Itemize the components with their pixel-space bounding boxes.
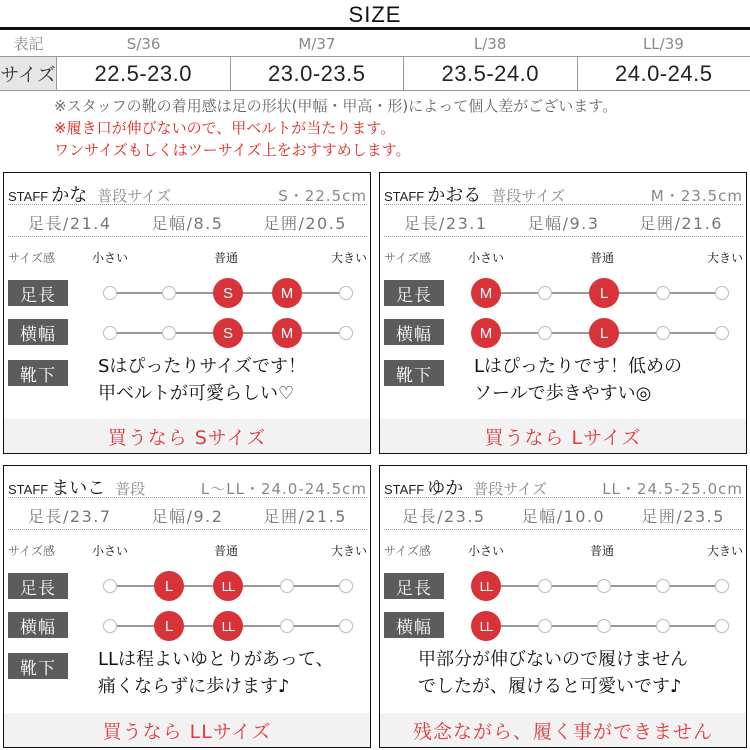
scale-small: 小さい — [92, 251, 129, 265]
length-fit-scale — [479, 571, 722, 601]
scale-point — [280, 619, 294, 633]
size-marker: LL — [213, 571, 243, 601]
usual-size — [115, 478, 367, 499]
fit-scale-header — [384, 249, 743, 267]
width-fit-scale — [479, 318, 722, 348]
width-fit-scale — [110, 611, 346, 641]
purchase-verdict: 残念ながら、履く事ができません — [380, 713, 746, 747]
size-marker: LL — [213, 611, 243, 641]
staff-header — [384, 474, 743, 498]
scale-point — [538, 326, 552, 340]
scale-point — [538, 619, 552, 633]
size-s-value: 22.5-23.0 — [57, 57, 231, 90]
scale-point — [103, 619, 117, 633]
comment-line-2: 甲ベルトが可愛らしい♡ — [98, 383, 295, 404]
comment-line-2: でしたが、履けると可愛いです♪ — [418, 676, 682, 697]
comment-line-1: 甲部分が伸びないので履けません — [418, 649, 688, 670]
staff-header — [8, 474, 367, 498]
foot-measurements — [8, 502, 367, 530]
size-marker: S — [213, 278, 243, 308]
size-marker: L — [589, 278, 619, 308]
scale-point — [339, 326, 353, 340]
scale-point — [339, 619, 353, 633]
scale-small: 小さい — [468, 251, 505, 265]
scale-point — [103, 286, 117, 300]
scale-point — [597, 579, 611, 593]
size-marker: L — [154, 611, 184, 641]
purchase-verdict: 買うなら Lサイズ — [380, 419, 746, 453]
staff-comment — [98, 646, 364, 700]
note-warning-2: ワンサイズもしくはツーサイズ上をおすすめします。 — [54, 141, 411, 159]
scale-point — [656, 286, 670, 300]
staff-label: STAFF — [8, 482, 49, 497]
staff-name: かおる — [427, 185, 482, 206]
foot-width: 足幅/9.2 — [151, 507, 224, 526]
scale-point — [280, 579, 294, 593]
fit-label: サイズ感 — [8, 544, 56, 558]
scale-point — [715, 286, 729, 300]
fit-scale-header — [8, 542, 367, 560]
scale-point — [538, 579, 552, 593]
tag-length: 足長 — [384, 573, 444, 599]
scale-point — [656, 326, 670, 340]
staff-comment — [418, 646, 740, 700]
scale-point — [656, 619, 670, 633]
scale-point — [162, 326, 176, 340]
scale-normal: 普通 — [214, 251, 239, 265]
size-marker: LL — [471, 611, 501, 641]
size-marker: L — [154, 571, 184, 601]
scale-point — [715, 326, 729, 340]
notes — [54, 95, 617, 161]
usual-size-value: M・23.5cm — [650, 187, 743, 205]
scale-big: 大きい — [330, 544, 367, 558]
header-ll: LL/39 — [642, 34, 684, 53]
size-marker: S — [213, 318, 243, 348]
foot-length: 足長/23.1 — [404, 214, 488, 233]
staff-label: STAFF — [384, 482, 425, 497]
scale-small: 小さい — [468, 544, 505, 558]
comment-line-2: 痛くならずに歩けます♪ — [98, 676, 290, 697]
usual-size-value: S・22.5cm — [278, 187, 367, 205]
scale-point — [162, 286, 176, 300]
staff-label: STAFF — [384, 189, 425, 204]
size-table-size-row — [0, 56, 750, 91]
scale-big: 大きい — [330, 251, 367, 265]
comment-line-1: LLは程よいゆとりがあって、 — [98, 649, 334, 670]
scale-point — [103, 579, 117, 593]
scale-point — [715, 579, 729, 593]
usual-size-label: 普段サイズ — [491, 187, 566, 205]
fit-label: サイズ感 — [384, 544, 432, 558]
size-table-header-row — [0, 31, 750, 56]
size-m-value: 23.0-23.5 — [231, 57, 405, 90]
scale-point — [538, 286, 552, 300]
scale-normal: 普通 — [214, 544, 239, 558]
foot-girth: 足囲/20.5 — [263, 214, 347, 233]
scale-point — [103, 326, 117, 340]
fit-scale-header — [384, 542, 743, 560]
usual-size-value: L〜LL・24.0-24.5cm — [200, 480, 367, 498]
tag-sock: 靴下 — [8, 653, 68, 679]
scale-point — [715, 619, 729, 633]
usual-size-label: 普段サイズ — [97, 187, 172, 205]
comment-line-1: Sはぴったりサイズです！ — [98, 356, 306, 377]
staff-panel-kana — [3, 172, 371, 454]
foot-measurements — [384, 209, 743, 237]
tag-sock: 靴下 — [384, 360, 444, 386]
fit-label: サイズ感 — [8, 251, 56, 265]
size-ll-value: 24.0-24.5 — [615, 60, 713, 86]
foot-length: 足長/23.7 — [28, 507, 112, 526]
foot-measurements — [384, 502, 743, 530]
foot-width: 足幅/10.0 — [521, 507, 606, 526]
tag-width: 横幅 — [384, 319, 444, 345]
row-label-size: サイズ — [0, 57, 57, 90]
staff-comment — [98, 353, 364, 407]
tag-length: 足長 — [8, 573, 68, 599]
size-marker: M — [272, 278, 302, 308]
width-fit-scale — [110, 318, 346, 348]
size-marker: L — [589, 318, 619, 348]
comment-line-2: ソールで歩きやすい◎ — [474, 383, 652, 404]
length-fit-scale — [110, 571, 346, 601]
usual-size-label: 普段サイズ — [473, 480, 548, 498]
page-title: SIZE — [348, 2, 402, 27]
scale-normal: 普通 — [590, 544, 615, 558]
size-marker: M — [471, 318, 501, 348]
scale-big: 大きい — [706, 251, 743, 265]
staff-panel-maiko — [3, 465, 371, 748]
tag-length: 足長 — [384, 280, 444, 306]
staff-header — [8, 181, 367, 205]
foot-girth: 足囲/23.5 — [641, 507, 725, 526]
header-m: M/37 — [298, 34, 336, 53]
foot-girth: 足囲/21.5 — [263, 507, 347, 526]
size-marker: M — [471, 278, 501, 308]
length-fit-scale — [110, 278, 346, 308]
size-table — [0, 31, 750, 91]
fit-scale-header — [8, 249, 367, 267]
length-fit-scale — [479, 278, 722, 308]
staff-name: まいこ — [51, 478, 106, 499]
size-marker: LL — [471, 571, 501, 601]
purchase-verdict: 買うなら LLサイズ — [4, 713, 370, 747]
scale-normal: 普通 — [590, 251, 615, 265]
note-fit-disclaimer: ※スタッフの靴の着用感は足の形状(甲幅・甲高・形)によって個人差がございます。 — [54, 97, 618, 115]
foot-length: 足長/21.4 — [28, 214, 112, 233]
usual-size — [97, 185, 367, 206]
scale-point — [339, 286, 353, 300]
usual-size — [473, 478, 743, 499]
scale-point — [339, 579, 353, 593]
header-s: S/36 — [126, 34, 161, 53]
tag-width: 横幅 — [8, 612, 68, 638]
staff-panel-kaoru — [379, 172, 747, 454]
size-l-value: 23.5-24.0 — [404, 57, 578, 90]
staff-name: かな — [51, 185, 88, 206]
foot-measurements — [8, 209, 367, 237]
foot-girth: 足囲/21.6 — [639, 214, 723, 233]
tag-length: 足長 — [8, 280, 68, 306]
foot-length: 足長/23.5 — [402, 507, 486, 526]
foot-width: 足幅/8.5 — [151, 214, 224, 233]
header-notation: 表記 — [13, 35, 44, 53]
note-warning-1: ※履き口が伸びないので、甲ベルトが当たります。 — [54, 119, 396, 137]
scale-small: 小さい — [92, 544, 129, 558]
foot-width: 足幅/9.3 — [527, 214, 600, 233]
size-marker: M — [272, 318, 302, 348]
scale-big: 大きい — [706, 544, 743, 558]
staff-comment — [474, 353, 740, 407]
staff-header — [384, 181, 743, 205]
fit-label: サイズ感 — [384, 251, 432, 265]
staff-label: STAFF — [8, 189, 49, 204]
comment-line-1: Lはぴったりです！低めの — [474, 356, 683, 377]
tag-sock: 靴下 — [8, 360, 68, 386]
staff-name: ゆか — [427, 478, 464, 499]
title-divider — [0, 27, 750, 30]
usual-size — [491, 185, 743, 206]
width-fit-scale — [479, 611, 722, 641]
usual-size-value: LL・24.5-25.0cm — [602, 480, 743, 498]
staff-panel-yuka — [379, 465, 747, 748]
tag-width: 横幅 — [384, 612, 444, 638]
scale-point — [597, 619, 611, 633]
purchase-verdict: 買うなら Sサイズ — [4, 419, 370, 453]
scale-point — [656, 579, 670, 593]
header-l: L/38 — [473, 34, 507, 53]
usual-size-label: 普段 — [115, 480, 146, 498]
tag-width: 横幅 — [8, 319, 68, 345]
